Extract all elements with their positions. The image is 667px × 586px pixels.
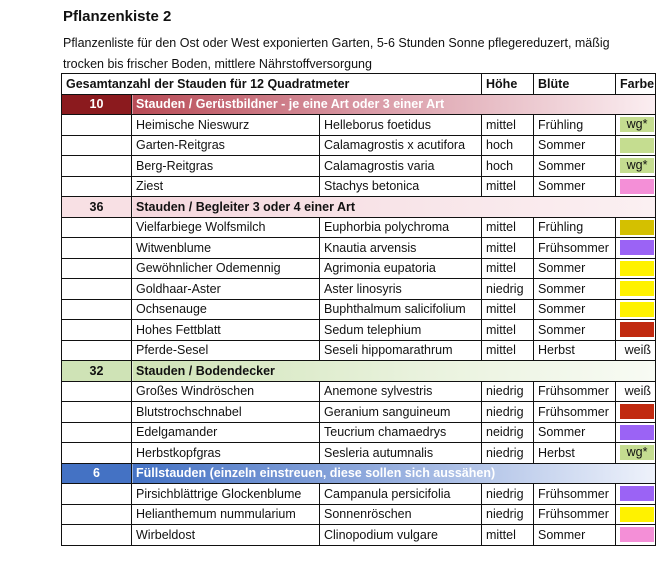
plant-height: mittel [482, 176, 534, 197]
plant-color [616, 176, 656, 197]
table-row [62, 402, 656, 423]
plant-latin: Sonnenröschen [320, 504, 482, 525]
plant-name: Pferde-Sesel [132, 340, 320, 361]
table-header-row [62, 74, 656, 95]
plant-bloom: Frühsommer [534, 238, 616, 259]
plant-height: niedrig [482, 504, 534, 525]
plant-color [616, 156, 656, 177]
color-swatch [620, 302, 654, 317]
plant-name: Vielfarbiege Wolfsmilch [132, 217, 320, 238]
empty-cell [62, 320, 132, 341]
plant-name: Ziest [132, 176, 320, 197]
color-swatch [620, 507, 654, 522]
table-row [62, 176, 656, 197]
plant-color [616, 504, 656, 525]
group-title: Füllstauden (einzeln einstreuen, diese sollen sich aussähen) [132, 463, 656, 484]
empty-cell [62, 135, 132, 156]
plant-bloom: Herbst [534, 443, 616, 464]
plant-latin: Sesleria autumnalis [320, 443, 482, 464]
plant-color [616, 115, 656, 136]
plant-bloom: Sommer [534, 135, 616, 156]
color-swatch: wg* [620, 445, 654, 460]
table-row [62, 279, 656, 300]
plant-height: niedrig [482, 381, 534, 402]
plant-bloom: Frühling [534, 217, 616, 238]
header-bluete: Blüte [534, 74, 616, 95]
plant-bloom: Sommer [534, 525, 616, 546]
plant-height: hoch [482, 135, 534, 156]
plant-color [616, 279, 656, 300]
plant-bloom: Frühsommer [534, 484, 616, 505]
plant-bloom: Frühsommer [534, 402, 616, 423]
group-row [62, 361, 656, 382]
plant-bloom: Frühsommer [534, 504, 616, 525]
table-row [62, 525, 656, 546]
plant-color [616, 299, 656, 320]
plant-color [616, 135, 656, 156]
group-row [62, 197, 656, 218]
empty-cell [62, 176, 132, 197]
empty-cell [62, 115, 132, 136]
color-swatch [620, 240, 654, 255]
plant-height: mittel [482, 525, 534, 546]
table-row [62, 156, 656, 177]
plant-height: mittel [482, 217, 534, 238]
empty-cell [62, 484, 132, 505]
empty-cell [62, 381, 132, 402]
group-count: 32 [62, 361, 132, 382]
group-title: Stauden / Bodendecker [132, 361, 656, 382]
plant-color [616, 525, 656, 546]
color-swatch [620, 281, 654, 296]
plant-name: Berg-Reitgras [132, 156, 320, 177]
plant-name: Garten-Reitgras [132, 135, 320, 156]
plant-color [616, 217, 656, 238]
plant-color: weiß [616, 381, 656, 402]
plant-bloom: Sommer [534, 176, 616, 197]
plant-color [616, 320, 656, 341]
plant-bloom: Sommer [534, 422, 616, 443]
plant-bloom: Sommer [534, 258, 616, 279]
plant-latin: Calamagrostis varia [320, 156, 482, 177]
plant-name: Goldhaar-Aster [132, 279, 320, 300]
empty-cell [62, 422, 132, 443]
plant-latin: Helleborus foetidus [320, 115, 482, 136]
plant-bloom: Frühling [534, 115, 616, 136]
plant-latin: Stachys betonica [320, 176, 482, 197]
plant-latin: Euphorbia polychroma [320, 217, 482, 238]
table-row [62, 320, 656, 341]
group-title: Stauden / Begleiter 3 oder 4 einer Art [132, 197, 656, 218]
plant-height: mittel [482, 238, 534, 259]
table-row [62, 504, 656, 525]
plant-height: mittel [482, 320, 534, 341]
color-swatch [620, 138, 654, 153]
empty-cell [62, 504, 132, 525]
plant-height: mittel [482, 340, 534, 361]
plant-latin: Calamagrostis x acutifora [320, 135, 482, 156]
empty-cell [62, 402, 132, 423]
table-row [62, 258, 656, 279]
empty-cell [62, 217, 132, 238]
plant-bloom: Sommer [534, 320, 616, 341]
group-row [62, 94, 656, 115]
plant-name: Heimische Nieswurz [132, 115, 320, 136]
group-count: 36 [62, 197, 132, 218]
table-row [62, 443, 656, 464]
plant-height: hoch [482, 156, 534, 177]
intro-text: Pflanzenliste für den Ost oder West exponierten Garten, 5-6 Stunden Sonne pflegereduzert, mäßig trocken bis frischer Boden, mittlere Nährstoffversorgung [63, 36, 610, 71]
plant-latin: Geranium sanguineum [320, 402, 482, 423]
table-row [62, 422, 656, 443]
plant-name: Wirbeldost [132, 525, 320, 546]
table-row [62, 217, 656, 238]
empty-cell [62, 299, 132, 320]
empty-cell [62, 525, 132, 546]
plant-name: Hohes Fettblatt [132, 320, 320, 341]
color-swatch [620, 261, 654, 276]
plant-latin: Teucrium chamaedrys [320, 422, 482, 443]
plant-height: niedrig [482, 443, 534, 464]
plant-name: Herbstkopfgras [132, 443, 320, 464]
color-swatch [620, 404, 654, 419]
color-swatch [620, 322, 654, 337]
group-title: Stauden / Gerüstbildner - je eine Art oder 3 einer Art [132, 94, 656, 115]
plant-latin: Buphthalmum salicifolium [320, 299, 482, 320]
plant-table-body [62, 94, 656, 545]
plant-latin: Agrimonia eupatoria [320, 258, 482, 279]
color-swatch: wg* [620, 117, 654, 132]
plant-latin: Campanula persicifolia [320, 484, 482, 505]
header-gesamt: Gesamtanzahl der Stauden für 12 Quadratmeter [62, 74, 482, 95]
empty-cell [62, 443, 132, 464]
table-row [62, 299, 656, 320]
plant-name: Witwenblume [132, 238, 320, 259]
plant-color [616, 238, 656, 259]
plant-name: Pirsichblättrige Glockenblume [132, 484, 320, 505]
empty-cell [62, 340, 132, 361]
plant-height: niedrig [482, 279, 534, 300]
table-row [62, 381, 656, 402]
plant-color [616, 484, 656, 505]
header-hoehe: Höhe [482, 74, 534, 95]
empty-cell [62, 279, 132, 300]
plant-height: niedrig [482, 402, 534, 423]
table-row [62, 135, 656, 156]
header-farbe: Farbe [616, 74, 656, 95]
color-swatch [620, 425, 654, 440]
group-row [62, 463, 656, 484]
empty-cell [62, 238, 132, 259]
color-swatch: wg* [620, 158, 654, 173]
plant-name: Blutstrochschnabel [132, 402, 320, 423]
table-row [62, 115, 656, 136]
plant-height: mittel [482, 258, 534, 279]
plant-latin: Seseli hippomarathrum [320, 340, 482, 361]
plant-table [61, 73, 656, 546]
plant-latin: Sedum telephium [320, 320, 482, 341]
page-title: Pflanzenkiste 2 [63, 8, 172, 25]
plant-height: mittel [482, 299, 534, 320]
plant-name: Ochsenauge [132, 299, 320, 320]
group-count: 6 [62, 463, 132, 484]
color-swatch [620, 220, 654, 235]
plant-name: Großes Windröschen [132, 381, 320, 402]
plant-bloom: Frühsommer [534, 381, 616, 402]
group-count: 10 [62, 94, 132, 115]
plant-height: niedrig [482, 484, 534, 505]
plant-height: neidrig [482, 422, 534, 443]
plant-color: weiß [616, 340, 656, 361]
plant-name: Gewöhnlicher Odemennig [132, 258, 320, 279]
empty-cell [62, 258, 132, 279]
plant-latin: Aster linosyris [320, 279, 482, 300]
table-row [62, 484, 656, 505]
plant-latin: Clinopodium vulgare [320, 525, 482, 546]
table-row [62, 238, 656, 259]
plant-color [616, 443, 656, 464]
plant-latin: Anemone sylvestris [320, 381, 482, 402]
plant-color [616, 422, 656, 443]
plant-bloom: Sommer [534, 279, 616, 300]
plant-bloom: Sommer [534, 299, 616, 320]
plant-color [616, 258, 656, 279]
color-swatch [620, 486, 654, 501]
plant-bloom: Herbst [534, 340, 616, 361]
color-swatch [620, 179, 654, 194]
plant-height: mittel [482, 115, 534, 136]
plant-name: Edelgamander [132, 422, 320, 443]
plant-latin: Knautia arvensis [320, 238, 482, 259]
color-swatch [620, 527, 654, 542]
plant-name: Helianthemum nummularium [132, 504, 320, 525]
empty-cell [62, 156, 132, 177]
plant-bloom: Sommer [534, 156, 616, 177]
table-row [62, 340, 656, 361]
plant-color [616, 402, 656, 423]
